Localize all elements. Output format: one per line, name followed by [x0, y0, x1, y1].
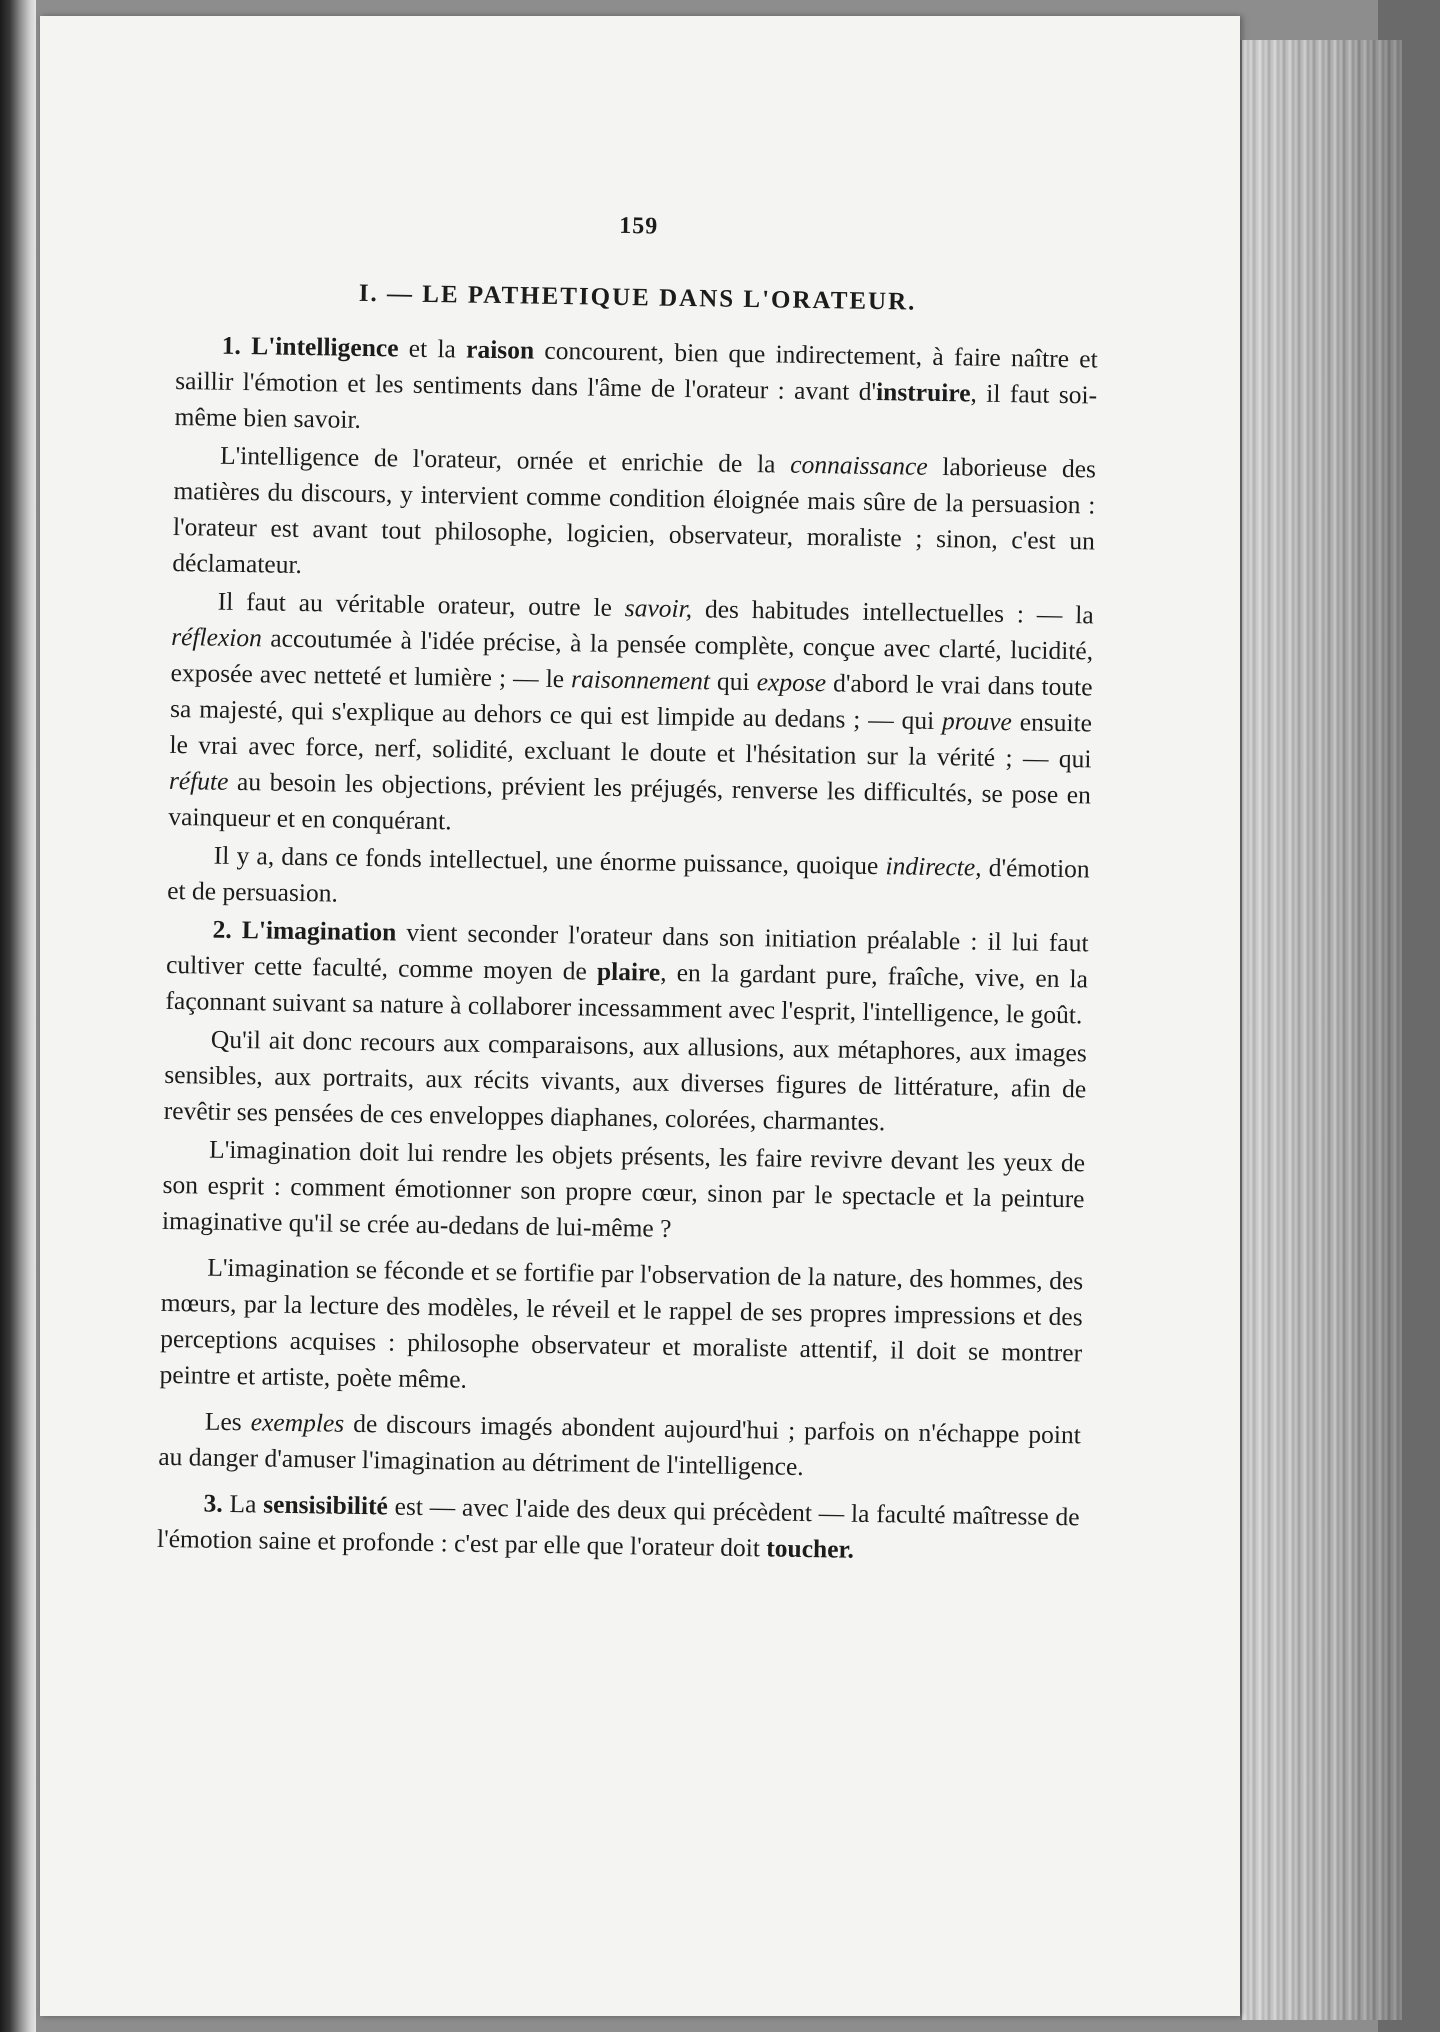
- text-run: L'imagination se féconde et se fortifie par l'observation de la nature, des hommes, des mœurs, par la lecture des modèles, le réveil et le rappel de ses propres impressions et des perceptions acquises : philosophe observateur et moraliste attentif, il doit se montrer peintre et artiste, poète même.: [159, 1252, 1084, 1394]
- text-run: expose: [756, 667, 827, 698]
- text-run: L'imagination: [241, 915, 397, 947]
- text-run: La: [229, 1488, 264, 1519]
- text-run: indirecte,: [885, 851, 982, 882]
- text-run: qui: [709, 666, 757, 697]
- paragraph-number: 3.: [203, 1488, 230, 1518]
- text-run: toucher.: [766, 1533, 855, 1564]
- text-run: d'abord le vrai dans toute sa majesté, qui s'explique au dehors ce qui est limpide au dedans ; — qui: [169, 668, 1093, 736]
- paragraph: [172, 437, 1096, 595]
- text-run: L'intelligence de l'orateur, ornée et enrichie de la: [219, 440, 791, 479]
- text-run: sensisibilité: [262, 1489, 389, 1521]
- text-run: réflexion: [171, 621, 263, 653]
- book-page-edges: [1240, 40, 1402, 2020]
- text-run: , il faut soi-même bien savoir.: [174, 378, 1098, 434]
- text-run: d'émotion et de persuasion.: [167, 852, 1090, 908]
- text-run: Il faut au véritable orateur, outre le: [217, 586, 626, 623]
- text-run: , en la gardant pure, fraîche, vive, en la façonnant suivant sa nature à collaborer incessamment avec l'esprit, l'intelligence, le goût.: [165, 957, 1089, 1030]
- text-run: concourent, bien que indirectement, à faire naître et saillir l'émotion et les sentiments dans l'âme de l'orateur : avant d': [175, 335, 1098, 406]
- text-run: instruire: [875, 376, 971, 408]
- paragraph: [165, 911, 1089, 1033]
- text-run: de discours imagés abondent aujourd'hui ; parfois on n'échappe point au danger d'amuser l'imagination au détriment de l'intelligence.: [158, 1408, 1082, 1481]
- text-run: Il y a, dans ce fonds intellectuel, une énorme puissance, quoique: [213, 840, 886, 881]
- text-run: des habitudes intellectuelles : — la: [691, 594, 1094, 630]
- text-run: accoutumée à l'idée précise, à la pensée complète, conçue avec clarté, lucidité, exposée avec netteté et lumière ; — le: [170, 623, 1094, 694]
- text-run: exemples: [250, 1407, 345, 1438]
- text-run: vient seconder l'orateur dans son initiation préalable : il lui faut cultiver cette faculté, comme moyen de: [165, 917, 1089, 986]
- paragraph: [164, 1021, 1088, 1143]
- text-run: raisonnement: [570, 664, 711, 696]
- text-run: L'imagination doit lui rendre les objets présents, les faire revivre devant les yeux de son esprit : comment émotionner son propre cœur, sinon par le spectacle et la peinture imaginative qu'il se crée au-dedans de lui-même ?: [161, 1134, 1086, 1243]
- paragraph: [167, 837, 1090, 923]
- text-run: réfute: [168, 765, 229, 796]
- text-run: connaissance: [790, 449, 928, 481]
- text-run: prouve: [941, 706, 1013, 737]
- body-text: [157, 327, 1098, 1571]
- text-run: savoir,: [624, 593, 693, 624]
- text-run: ensuite le vrai avec force, nerf, solidité, excluant le doute et l'hésitation sur la vérité ; — qui: [169, 707, 1093, 774]
- page-content: [157, 206, 1100, 1573]
- paragraph: [157, 1485, 1080, 1571]
- text-run: plaire: [596, 956, 661, 987]
- text-run: L'intelligence: [250, 331, 399, 363]
- paragraph: [158, 1403, 1081, 1489]
- paragraph: [174, 327, 1098, 449]
- book-page: [40, 16, 1240, 2016]
- page-number: 159: [619, 212, 659, 240]
- text-run: Les: [204, 1406, 251, 1437]
- text-run: laborieuse des matières du discours, y intervient comme condition éloignée mais sûre de la persuasion : l'orateur est avant tout philosophe, logicien, observateur, moraliste ; sinon, c'est un déclamateur.: [172, 451, 1097, 579]
- paragraph-number: 1.: [221, 330, 252, 361]
- paragraph: [162, 1131, 1086, 1253]
- text-run: est — avec l'aide des deux qui précèdent — la faculté maîtresse de l'émotion saine et profonde : c'est par elle que l'orateur doit: [156, 1491, 1080, 1563]
- paragraph: [168, 583, 1094, 849]
- section-title: I. — LE PATHETIQUE DANS L'ORATEUR.: [358, 279, 917, 316]
- left-page-edge: [0, 0, 36, 2032]
- paragraph: [159, 1249, 1083, 1407]
- text-run: au besoin les objections, prévient les préjugés, renverse les difficultés, se pose en vainqueur et en conquérant.: [168, 766, 1092, 836]
- paragraph-number: 2.: [212, 914, 243, 945]
- text-run: et la: [398, 333, 467, 364]
- text-run: raison: [465, 334, 535, 365]
- text-run: Qu'il ait donc recours aux comparaisons, aux allusions, aux métaphores, aux images sensibles, aux portraits, aux récits vivants, aux diverses figures de littérature, afin de revêtir ses pensées de ces enveloppes diaphanes, colorées, charmantes.: [163, 1024, 1088, 1137]
